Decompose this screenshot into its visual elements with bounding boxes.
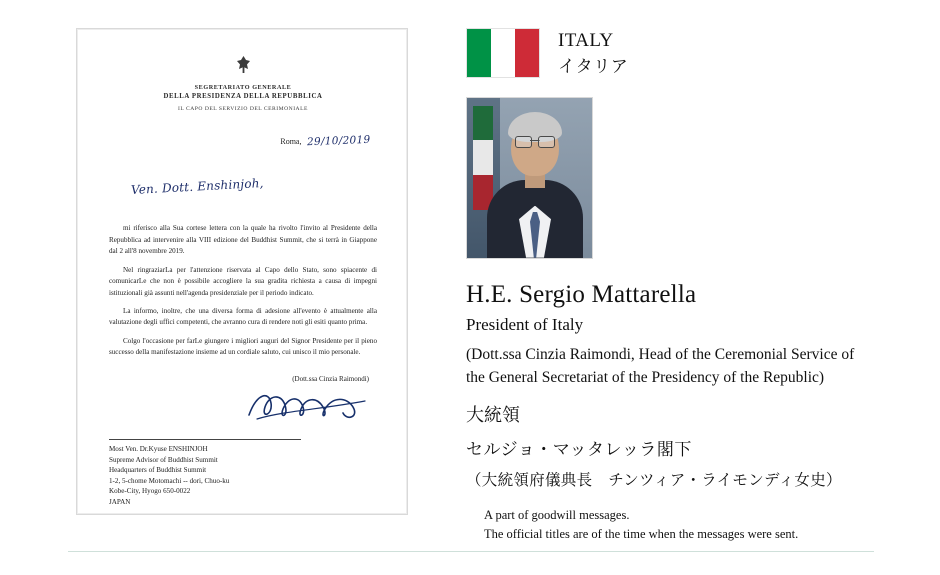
handwritten-signature [109, 385, 377, 425]
address-line: Headquarters of Buddhist Summit [109, 466, 207, 475]
letter-scan [76, 28, 408, 515]
address-line: Most Ven. Dr.Kyuse ENSHINJOH [109, 444, 208, 453]
republic-crest [109, 55, 377, 80]
country-names [558, 28, 628, 79]
person-sender-jp: （大統領府儀典長 チンツィア・ライモンディ女史） [466, 472, 842, 490]
person-sender-en: (Dott.ssa Cinzia Raimondi, Head of the Ceremonial Service of the General Secretariat of the Presidency of the Republic) [466, 345, 855, 386]
salutation-handwritten: Ven. Dott. Enshinjoh, [130, 176, 264, 198]
portrait-flag-icon [473, 106, 493, 210]
date-handwritten: 29/10/2019 [307, 133, 372, 149]
person-name-jp: セルジョ・マッタレッラ閣下 [466, 440, 692, 460]
letterhead-line-2: DELLA PRESIDENZA DELLA REPUBBLICA [163, 93, 323, 101]
letterhead-line-1: SEGRETARIATO GENERALE [194, 84, 292, 91]
letter-date-line [109, 135, 377, 147]
footer-divider [68, 551, 874, 552]
recipient-address [109, 444, 377, 508]
country-name-jp: イタリア [558, 56, 629, 76]
letter-paragraph: La informo, inoltre, che una diversa forma di adesione all'evento è attualmente alla valutazione degli uffici competenti, che avranno cura di rendere noti gli esiti quanto prima. [109, 306, 377, 327]
person-role-jp: 大統領 [466, 405, 520, 426]
signature-name: (Dott.ssa Cinzia Raimondi) [292, 374, 369, 383]
letter-paragraph: mi riferisco alla Sua cortese lettera con la quale ha rivolto l'invito al Presidente della Repubblica ad intervenire alla VIII edizione del Buddhist Summit, che si terrà in Giappone dal 2 all'8 novembre 2019. [109, 224, 377, 256]
letter-paragraph: Colgo l'occasione per farLe giungere i migliori auguri del Signor Presidente per il pieno successo della manifestazione insieme ad un cordiale saluto, cui unisco il mio personale. [109, 336, 377, 357]
crest-icon [235, 55, 252, 75]
place-label: Roma, [280, 137, 302, 147]
footnote-line-2: The official titles are of the time when the messages were sent. [484, 526, 799, 541]
address-line: Supreme Advisor of Buddhist Summit [109, 455, 218, 464]
letter-content [77, 29, 407, 514]
country-name-en: ITALY [558, 30, 614, 51]
person-role-en: President of Italy [466, 314, 584, 334]
letter-body [109, 223, 377, 359]
footnote [484, 506, 886, 544]
person-name-en: H.E. Sergio Mattarella [466, 280, 697, 308]
letterhead [109, 84, 377, 113]
address-line: JAPAN [109, 498, 131, 507]
address-line: Kobe-City, Hyogo 650-0022 [109, 487, 191, 496]
country-info-panel [466, 28, 886, 544]
address-divider [109, 439, 301, 440]
italy-flag-icon [466, 28, 540, 78]
letter-paragraph: Nel ringraziarLa per l'attenzione riservata al Capo dello Stato, sono spiacente di comunicarLe che non è possibile accogliere la sua gradita richiesta a causa di impegni istituzionali già assunti nell'agenda presidenziale per il periodo indicato. [109, 265, 377, 297]
portrait-photo [466, 97, 593, 259]
glasses-icon [515, 136, 555, 147]
address-line: 1-2, 5-chome Motomachi -- dori, Chuo-ku [109, 476, 230, 485]
footnote-line-1: A part of goodwill messages. [484, 508, 630, 523]
letterhead-line-3: IL CAPO DEL SERVIZIO DEL CERIMONIALE [178, 105, 308, 112]
country-header [466, 28, 886, 79]
